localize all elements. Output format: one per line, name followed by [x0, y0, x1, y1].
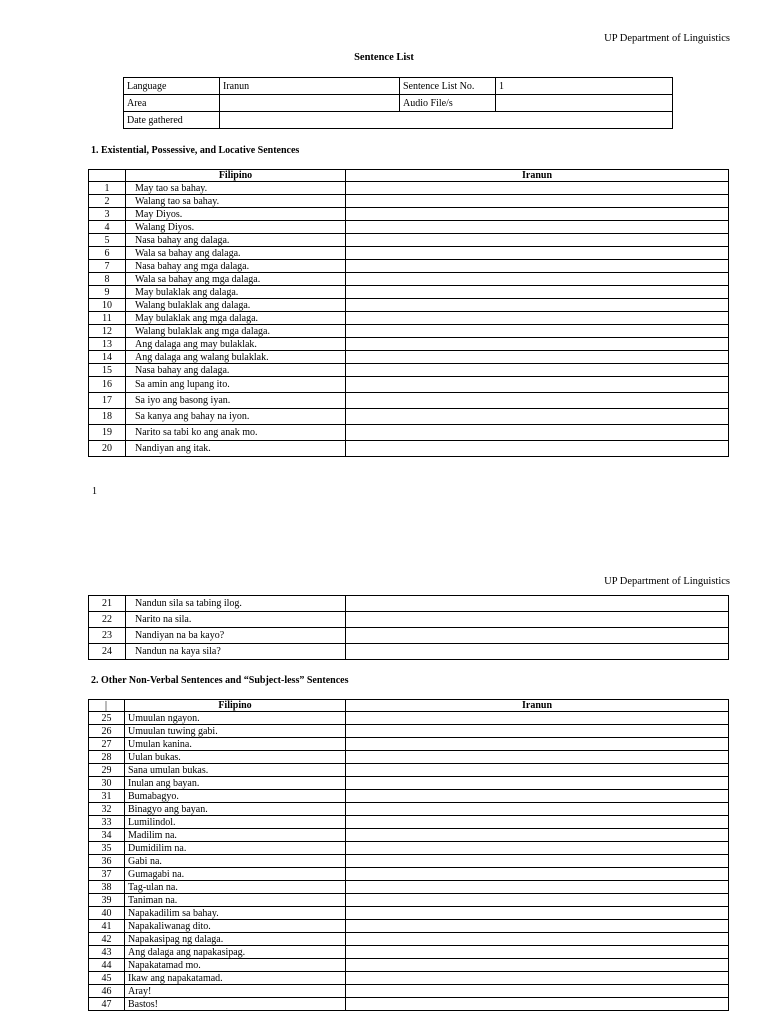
filipino-sentence: Madilim na.	[125, 829, 346, 842]
iranun-translation-cell[interactable]	[346, 425, 729, 441]
iranun-translation-cell[interactable]	[346, 195, 729, 208]
row-number: 4	[89, 221, 126, 234]
iranun-translation-cell[interactable]	[346, 738, 729, 751]
row-number: 41	[89, 920, 125, 933]
filipino-sentence: Gumagabi na.	[125, 868, 346, 881]
table-header-row	[89, 170, 729, 182]
row-number: 27	[89, 738, 125, 751]
row-number: 36	[89, 855, 125, 868]
table-header-row	[89, 700, 729, 712]
row-number: 12	[89, 325, 126, 338]
row-number: 1	[89, 182, 126, 195]
row-number: 35	[89, 842, 125, 855]
area-label: Area	[124, 95, 220, 112]
row-number: 34	[89, 829, 125, 842]
table-row	[89, 829, 729, 842]
sentence-list-no-value[interactable]: 1	[496, 78, 673, 95]
col-number-header	[89, 170, 126, 182]
filipino-sentence: Wala sa bahay ang mga dalaga.	[126, 273, 346, 286]
row-number: 38	[89, 881, 125, 894]
row-number: 2	[89, 195, 126, 208]
meta-row-language	[124, 78, 673, 95]
row-number: 5	[89, 234, 126, 247]
table-row	[89, 612, 729, 628]
table-row	[89, 221, 729, 234]
iranun-translation-cell[interactable]	[346, 959, 729, 972]
iranun-translation-cell[interactable]	[346, 816, 729, 829]
row-number: 32	[89, 803, 125, 816]
filipino-sentence: Umuulan ngayon.	[125, 712, 346, 725]
filipino-sentence: May bulaklak ang mga dalaga.	[126, 312, 346, 325]
area-value[interactable]	[220, 95, 400, 112]
table-row	[89, 985, 729, 998]
table-row	[89, 803, 729, 816]
filipino-sentence: Nandun sila sa tabing ilog.	[126, 596, 346, 612]
table-row	[89, 596, 729, 612]
iranun-translation-cell[interactable]	[346, 325, 729, 338]
row-number: 26	[89, 725, 125, 738]
filipino-sentence: Lumilindol.	[125, 816, 346, 829]
row-number: 22	[89, 612, 126, 628]
table-row	[89, 764, 729, 777]
metadata-table	[123, 77, 673, 129]
iranun-translation-cell[interactable]	[346, 881, 729, 894]
row-number: 44	[89, 959, 125, 972]
table-row	[89, 325, 729, 338]
row-number: 30	[89, 777, 125, 790]
row-number: 29	[89, 764, 125, 777]
filipino-sentence: Umulan kanina.	[125, 738, 346, 751]
filipino-sentence: Nandiyan na ba kayo?	[126, 628, 346, 644]
iranun-translation-cell[interactable]	[346, 790, 729, 803]
table-row	[89, 725, 729, 738]
sentence-table-1-continued	[88, 595, 729, 660]
table-row	[89, 738, 729, 751]
filipino-sentence: Napakadilim sa bahay.	[125, 907, 346, 920]
table-row	[89, 868, 729, 881]
iranun-translation-cell[interactable]	[346, 644, 729, 660]
filipino-sentence: Ang dalaga ang napakasipag.	[125, 946, 346, 959]
filipino-sentence: Ang dalaga ang may bulaklak.	[126, 338, 346, 351]
page-header-2: UP Department of Linguistics	[604, 576, 730, 587]
iranun-translation-cell[interactable]	[346, 985, 729, 998]
iranun-translation-cell[interactable]	[346, 777, 729, 790]
date-gathered-label: Date gathered	[124, 112, 220, 129]
row-number: 31	[89, 790, 125, 803]
table-row	[89, 907, 729, 920]
row-number: 19	[89, 425, 126, 441]
row-number: 17	[89, 393, 126, 409]
iranun-translation-cell[interactable]	[346, 920, 729, 933]
filipino-sentence: Sa iyo ang basong iyan.	[126, 393, 346, 409]
iranun-translation-cell[interactable]	[346, 907, 729, 920]
row-number: 11	[89, 312, 126, 325]
filipino-sentence: Umuulan tuwing gabi.	[125, 725, 346, 738]
filipino-sentence: Walang Diyos.	[126, 221, 346, 234]
table-row	[89, 377, 729, 393]
iranun-translation-cell[interactable]	[346, 803, 729, 816]
filipino-sentence: Taniman na.	[125, 894, 346, 907]
row-number: 40	[89, 907, 125, 920]
table-row	[89, 790, 729, 803]
filipino-sentence: Ang dalaga ang walang bulaklak.	[126, 351, 346, 364]
iranun-translation-cell[interactable]	[346, 712, 729, 725]
row-number: 46	[89, 985, 125, 998]
filipino-sentence: Binagyo ang bayan.	[125, 803, 346, 816]
filipino-sentence: Narito na sila.	[126, 612, 346, 628]
row-number: 43	[89, 946, 125, 959]
sentence-table-1	[88, 169, 729, 457]
iranun-translation-cell[interactable]	[346, 364, 729, 377]
filipino-sentence: May bulaklak ang dalaga.	[126, 286, 346, 299]
section-1-title: 1. Existential, Possessive, and Locative Sentences	[91, 145, 300, 156]
table-row	[89, 842, 729, 855]
table-row	[89, 816, 729, 829]
filipino-sentence: Uulan bukas.	[125, 751, 346, 764]
filipino-sentence: Napakaliwanag dito.	[125, 920, 346, 933]
filipino-sentence: Walang tao sa bahay.	[126, 195, 346, 208]
filipino-sentence: May Diyos.	[126, 208, 346, 221]
row-number: 9	[89, 286, 126, 299]
table-row	[89, 628, 729, 644]
table-row	[89, 247, 729, 260]
row-number: 20	[89, 441, 126, 457]
table-row	[89, 998, 729, 1011]
iranun-translation-cell[interactable]	[346, 998, 729, 1011]
col-iranun-header: Iranun	[346, 170, 729, 182]
iranun-translation-cell[interactable]	[346, 377, 729, 393]
iranun-translation-cell[interactable]	[346, 351, 729, 364]
iranun-translation-cell[interactable]	[346, 393, 729, 409]
iranun-translation-cell[interactable]	[346, 338, 729, 351]
row-number: 47	[89, 998, 125, 1011]
row-number: 23	[89, 628, 126, 644]
table-row	[89, 972, 729, 985]
table-row	[89, 441, 729, 457]
filipino-sentence: Bastos!	[125, 998, 346, 1011]
meta-row-date	[124, 112, 673, 129]
filipino-sentence: Bumabagyo.	[125, 790, 346, 803]
iranun-translation-cell[interactable]	[346, 208, 729, 221]
row-number: 24	[89, 644, 126, 660]
audio-files-value[interactable]	[496, 95, 673, 112]
table-row	[89, 894, 729, 907]
document-title: Sentence List	[354, 52, 414, 63]
table-row	[89, 260, 729, 273]
filipino-sentence: Tag-ulan na.	[125, 881, 346, 894]
table-row	[89, 946, 729, 959]
filipino-sentence: Sa kanya ang bahay na iyon.	[126, 409, 346, 425]
row-number: 13	[89, 338, 126, 351]
iranun-translation-cell[interactable]	[346, 628, 729, 644]
iranun-translation-cell[interactable]	[346, 596, 729, 612]
iranun-translation-cell[interactable]	[346, 842, 729, 855]
table-row	[89, 959, 729, 972]
filipino-sentence: Ikaw ang napakatamad.	[125, 972, 346, 985]
filipino-sentence: Nasa bahay ang mga dalaga.	[126, 260, 346, 273]
col-filipino-header: Filipino	[126, 170, 346, 182]
filipino-sentence: Wala sa bahay ang dalaga.	[126, 247, 346, 260]
row-number: 45	[89, 972, 125, 985]
date-gathered-value[interactable]	[220, 112, 673, 129]
iranun-translation-cell[interactable]	[346, 260, 729, 273]
table-row	[89, 644, 729, 660]
filipino-sentence: Narito sa tabi ko ang anak mo.	[126, 425, 346, 441]
section-2-title: 2. Other Non-Verbal Sentences and “Subject-less” Sentences	[91, 675, 349, 686]
iranun-translation-cell[interactable]	[346, 829, 729, 842]
filipino-sentence: Gabi na.	[125, 855, 346, 868]
filipino-sentence: Sana umulan bukas.	[125, 764, 346, 777]
filipino-sentence: Walang bulaklak ang mga dalaga.	[126, 325, 346, 338]
iranun-translation-cell[interactable]	[346, 725, 729, 738]
iranun-translation-cell[interactable]	[346, 299, 729, 312]
table-row	[89, 409, 729, 425]
col-iranun-header: Iranun	[346, 700, 729, 712]
iranun-translation-cell[interactable]	[346, 972, 729, 985]
table-row	[89, 299, 729, 312]
row-number: 14	[89, 351, 126, 364]
row-number: 37	[89, 868, 125, 881]
table-row	[89, 182, 729, 195]
sentence-list-no-label: Sentence List No.	[400, 78, 496, 95]
filipino-sentence: Inulan ang bayan.	[125, 777, 346, 790]
iranun-translation-cell[interactable]	[346, 894, 729, 907]
row-number: 15	[89, 364, 126, 377]
table-row	[89, 855, 729, 868]
row-number: 21	[89, 596, 126, 612]
row-number: 39	[89, 894, 125, 907]
iranun-translation-cell[interactable]	[346, 612, 729, 628]
page-header-1: UP Department of Linguistics	[604, 33, 730, 44]
iranun-translation-cell[interactable]	[346, 933, 729, 946]
iranun-translation-cell[interactable]	[346, 312, 729, 325]
filipino-sentence: Nasa bahay ang dalaga.	[126, 234, 346, 247]
page-number: 1	[92, 486, 97, 497]
iranun-translation-cell[interactable]	[346, 182, 729, 195]
filipino-sentence: Napakasipag ng dalaga.	[125, 933, 346, 946]
iranun-translation-cell[interactable]	[346, 247, 729, 260]
iranun-translation-cell[interactable]	[346, 855, 729, 868]
filipino-sentence: Nasa bahay ang dalaga.	[126, 364, 346, 377]
table-row	[89, 286, 729, 299]
table-row	[89, 920, 729, 933]
table-row	[89, 312, 729, 325]
language-label: Language	[124, 78, 220, 95]
iranun-translation-cell[interactable]	[346, 751, 729, 764]
table-row	[89, 425, 729, 441]
filipino-sentence: Sa amin ang lupang ito.	[126, 377, 346, 393]
sentence-table-2	[88, 699, 729, 1011]
iranun-translation-cell[interactable]	[346, 946, 729, 959]
filipino-sentence: Dumidilim na.	[125, 842, 346, 855]
meta-row-area	[124, 95, 673, 112]
table-row	[89, 777, 729, 790]
table-row	[89, 338, 729, 351]
table-row	[89, 208, 729, 221]
table-row	[89, 712, 729, 725]
row-number: 6	[89, 247, 126, 260]
row-number: 18	[89, 409, 126, 425]
iranun-translation-cell[interactable]	[346, 868, 729, 881]
row-number: 25	[89, 712, 125, 725]
iranun-translation-cell[interactable]	[346, 234, 729, 247]
iranun-translation-cell[interactable]	[346, 273, 729, 286]
col-filipino-header: Filipino	[125, 700, 346, 712]
audio-files-label: Audio File/s	[400, 95, 496, 112]
row-number: 42	[89, 933, 125, 946]
row-number: 33	[89, 816, 125, 829]
table-row	[89, 273, 729, 286]
iranun-translation-cell[interactable]	[346, 764, 729, 777]
table-row	[89, 195, 729, 208]
row-number: 7	[89, 260, 126, 273]
iranun-translation-cell[interactable]	[346, 221, 729, 234]
row-number: 28	[89, 751, 125, 764]
filipino-sentence: May tao sa bahay.	[126, 182, 346, 195]
table-row	[89, 393, 729, 409]
table-row	[89, 364, 729, 377]
row-number: 16	[89, 377, 126, 393]
filipino-sentence: Napakatamad mo.	[125, 959, 346, 972]
table-row	[89, 234, 729, 247]
iranun-translation-cell[interactable]	[346, 441, 729, 457]
row-number: 8	[89, 273, 126, 286]
table-row	[89, 881, 729, 894]
row-number: 3	[89, 208, 126, 221]
table-row	[89, 351, 729, 364]
table-row	[89, 933, 729, 946]
filipino-sentence: Nandun na kaya sila?	[126, 644, 346, 660]
filipino-sentence: Walang bulaklak ang dalaga.	[126, 299, 346, 312]
iranun-translation-cell[interactable]	[346, 286, 729, 299]
filipino-sentence: Nandiyan ang itak.	[126, 441, 346, 457]
table-row	[89, 751, 729, 764]
col-number-header	[89, 700, 125, 712]
row-number: 10	[89, 299, 126, 312]
language-value[interactable]: Iranun	[220, 78, 400, 95]
filipino-sentence: Aray!	[125, 985, 346, 998]
iranun-translation-cell[interactable]	[346, 409, 729, 425]
